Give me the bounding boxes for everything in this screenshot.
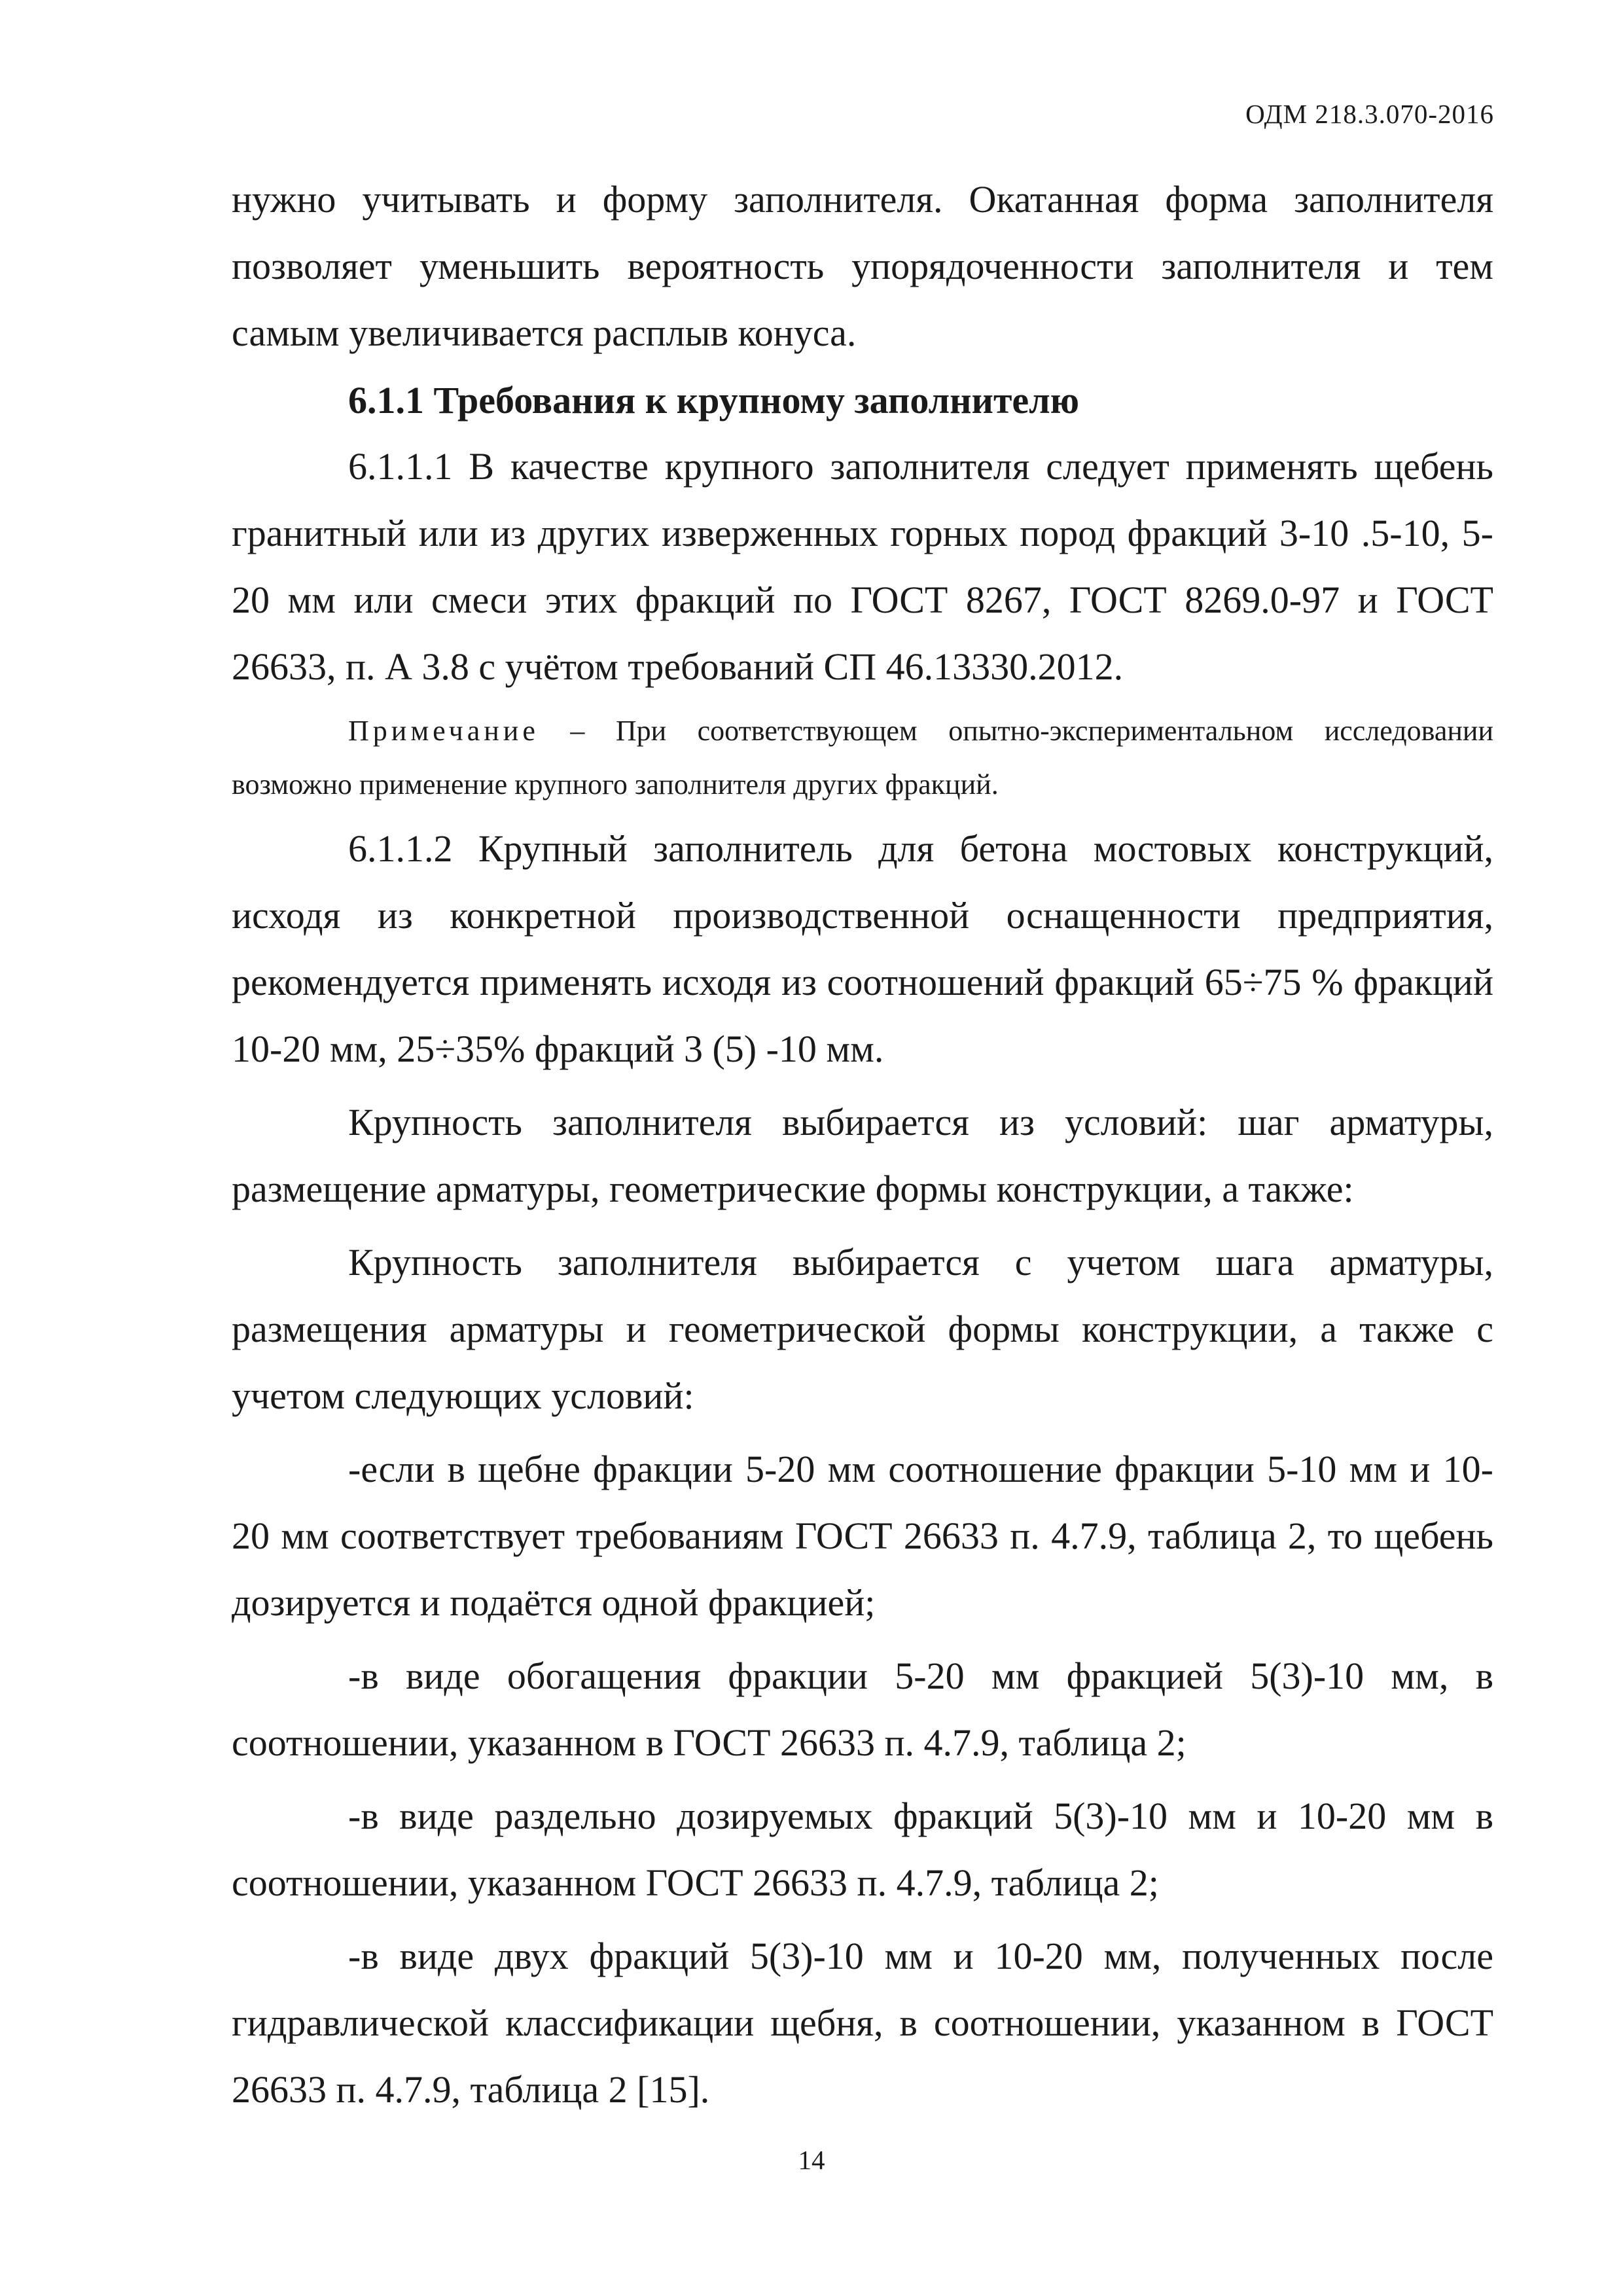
list-item-single-fraction: -если в щебне фракции 5-20 мм соотношение фракции 5-10 мм и 10-20 мм соответствует требованиям ГОСТ 26633 п. 4.7.9, таблица 2, то щебень дозируется и подаётся одной фракцией; [232,1448,1493,1624]
page-body [232,166,1493,2123]
paragraph-6-1-1-1: 6.1.1.1 В качестве крупного заполнителя следует применять щебень гранитный или из других изверженных горных пород фракций 3-10 .5-10, 5-20 мм или смеси этих фракций по ГОСТ 8267, ГОСТ 8269.0-97 и ГОСТ 26633, п. А 3.8 с учётом требований СП 46.13330.2012. [232,445,1493,688]
paragraph-6-1-1-2: 6.1.1.2 Крупный заполнитель для бетона мостовых конструкций, исходя из конкретной производственной оснащенности предприятия, рекомендуется применять исходя из соотношений фракций 65÷75 % фракций 10-20 мм, 25÷35% фракций 3 (5) -10 мм. [232,827,1493,1070]
list-item-hydraulic-classification: -в виде двух фракций 5(3)-10 мм и 10-20 мм, полученных после гидравлической классификации щебня, в соотношении, указанном в ГОСТ 26633 п. 4.7.9, таблица 2 [15]. [232,1935,1493,2111]
section-heading-6-1-1: 6.1.1 Требования к крупному заполнителю [348,379,1080,422]
page-number: 14 [798,2145,825,2175]
note-text: – При соответствующем опытно-экспериментальном исследовании возможно применение крупного заполнителя других фракций. [232,715,1493,800]
paragraph-continuation: нужно учитывать и форму заполнителя. Окатанная форма заполнителя позволяет уменьшить вероятность упорядоченности заполнителя и тем самым увеличивается расплыв конуса. [232,178,1493,354]
document-code-header: ОДМ 218.3.070-2016 [1245,99,1494,129]
note [232,704,1493,812]
paragraph-aggregate-size-selection: Крупность заполнителя выбирается с учетом шага арматуры, размещения арматуры и геометрической формы конструкции, а также с учетом следующих условий: [232,1241,1493,1417]
note-label: Примечание [348,715,539,747]
list-item-separate-dosing: -в виде раздельно дозируемых фракций 5(3)-10 мм и 10-20 мм в соотношении, указанном ГОСТ 26633 п. 4.7.9, таблица 2; [232,1795,1493,1904]
list-item-enrichment: -в виде обогащения фракции 5-20 мм фракцией 5(3)-10 мм, в соотношении, указанном в ГОСТ 26633 п. 4.7.9, таблица 2; [232,1655,1493,1764]
paragraph-aggregate-size-conditions: Крупность заполнителя выбирается из условий: шаг арматуры, размещение арматуры, геометрические формы конструкции, а также: [232,1101,1493,1210]
